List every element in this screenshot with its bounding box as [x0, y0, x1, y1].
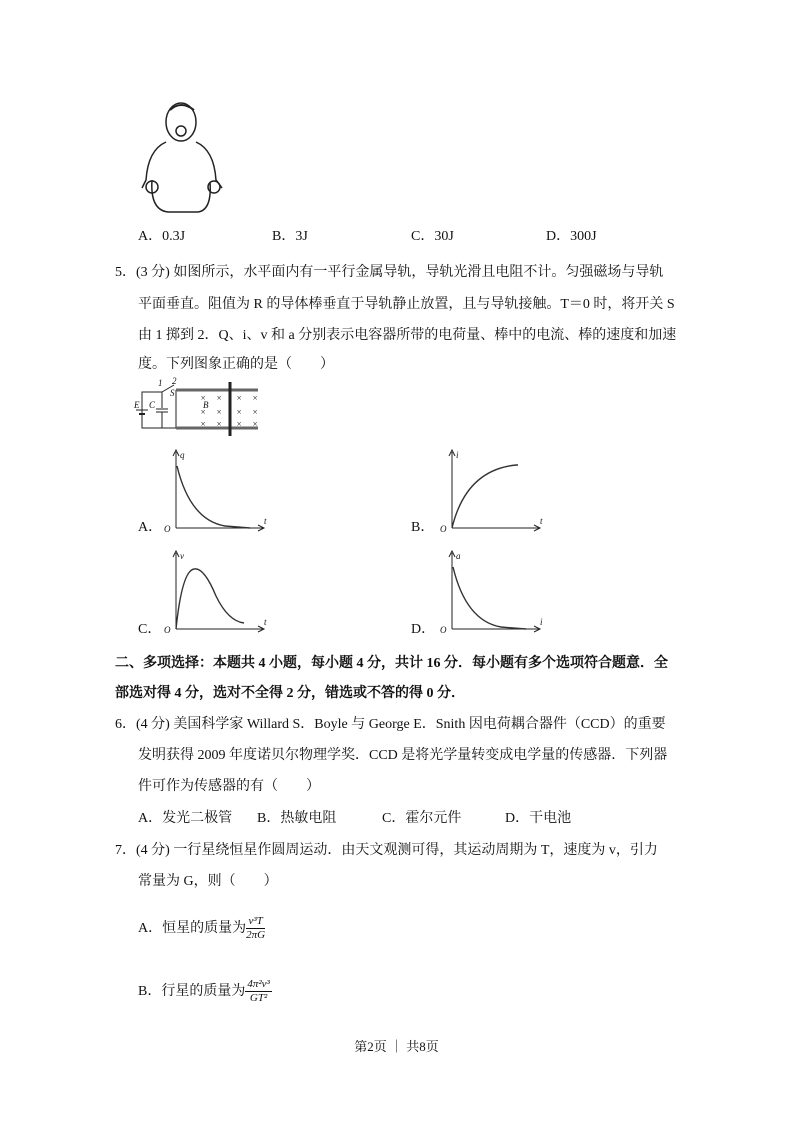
denominator: GT²: [249, 992, 268, 1005]
svg-text:×: ×: [216, 407, 223, 417]
q4-option-c: C．30J: [411, 229, 454, 244]
label-c: C: [149, 400, 156, 410]
y-axis-label: v: [180, 551, 184, 561]
graph-c-label: C．: [138, 622, 162, 637]
svg-text:×: ×: [252, 407, 259, 417]
q5-line-1: 5．(3 分) 如图所示，水平面内有一平行金属导轨，导轨光滑且电阻不计。匀强磁场与导轨: [115, 265, 664, 280]
circuit-diagram: [134, 376, 262, 440]
page-footer: 第2页 ｜ 共8页: [354, 1039, 439, 1054]
svg-text:×: ×: [236, 393, 243, 403]
x-axis-label: t: [264, 617, 267, 627]
q6-option-c: C．霍尔元件: [382, 811, 462, 826]
graph-d-label: D．: [411, 622, 436, 637]
svg-text:×: ×: [200, 393, 207, 403]
q7-option-b: [138, 976, 272, 1008]
fraction: [246, 915, 265, 942]
label-s: S: [170, 388, 175, 398]
svg-text:×: ×: [236, 419, 243, 429]
svg-text:×: ×: [216, 419, 223, 429]
svg-text:×: ×: [236, 407, 243, 417]
svg-text:×: ×: [200, 407, 207, 417]
graph-d: [436, 551, 546, 636]
q6-line-3: 件可作为传感器的有（ ）: [138, 779, 320, 794]
graph-b-label: B．: [411, 520, 435, 535]
q7-line-1: 7．(4 分) 一行星绕恒星作圆周运动．由天文观测可得，其运动周期为 T，速度为 v，引力: [115, 843, 658, 858]
q7-option-a: [138, 913, 265, 945]
q6-option-b: B．热敏电阻: [257, 811, 337, 826]
label-1: 1: [158, 378, 163, 388]
q4-option-a: A．0.3J: [138, 229, 186, 244]
q5-line-2: 平面垂直。阻值为 R 的导体棒垂直于导轨静止放置，且与导轨接触。T＝0 时，将开关 S: [138, 297, 675, 312]
section-2-heading-line-1: 二、多项选择：本题共 4 小题，每小题 4 分，共计 16 分．每小题有多个选项符合题意．全: [115, 656, 668, 671]
label-b: B: [203, 400, 209, 410]
q6-line-2: 发明获得 2009 年度诺贝尔物理学奖．CCD 是将光学量转变成电学量的传感器．下列器: [138, 748, 668, 763]
graph-a: [160, 450, 270, 535]
y-axis-label: i: [456, 450, 459, 460]
svg-text:×: ×: [200, 419, 207, 429]
option-text: A．恒星的质量为: [138, 921, 247, 936]
x-axis-label: t: [540, 516, 543, 526]
label-e: E: [134, 400, 140, 410]
q6-option-a: A．发光二极管: [138, 811, 233, 826]
y-axis-label: a: [456, 551, 461, 561]
svg-text:×: ×: [252, 393, 259, 403]
q4-option-d: D．300J: [546, 229, 597, 244]
origin-label: O: [164, 524, 171, 534]
x-axis-label: i: [540, 617, 543, 627]
label-2: 2: [172, 376, 177, 386]
q7-line-2: 常量为 G，则（ ）: [138, 874, 278, 889]
q5-line-4: 度。下列图象正确的是（ ）: [138, 357, 334, 372]
person-illustration: [138, 100, 228, 215]
q6-line-1: 6．(4 分) 美国科学家 Willard S．Boyle 与 George E．Snith 因电荷耦合器件（CCD）的重要: [115, 717, 666, 732]
option-text: B．行星的质量为: [138, 984, 246, 999]
section-2-heading-line-2: 部选对得 4 分，选对不全得 2 分，错选或不答的得 0 分．: [115, 686, 465, 701]
origin-label: O: [440, 625, 447, 635]
origin-label: O: [440, 524, 447, 534]
y-axis-label: q: [180, 450, 185, 460]
graph-c: [160, 551, 270, 636]
q5-line-3: 由 1 掷到 2．Q、i、v 和 a 分别表示电容器所带的电荷量、棒中的电流、棒的速度和加速: [138, 328, 677, 343]
origin-label: O: [164, 625, 171, 635]
numerator: v³T: [246, 915, 265, 929]
graph-b: [436, 450, 546, 535]
graph-a-label: A．: [138, 520, 163, 535]
denominator: 2πG: [246, 929, 266, 942]
x-axis-label: t: [264, 516, 267, 526]
fraction: [245, 978, 272, 1005]
q6-option-d: D．干电池: [505, 811, 572, 826]
q4-option-b: B．3J: [272, 229, 308, 244]
numerator: 4π²v³: [247, 978, 270, 991]
svg-text:×: ×: [252, 419, 259, 429]
svg-text:×: ×: [216, 393, 223, 403]
